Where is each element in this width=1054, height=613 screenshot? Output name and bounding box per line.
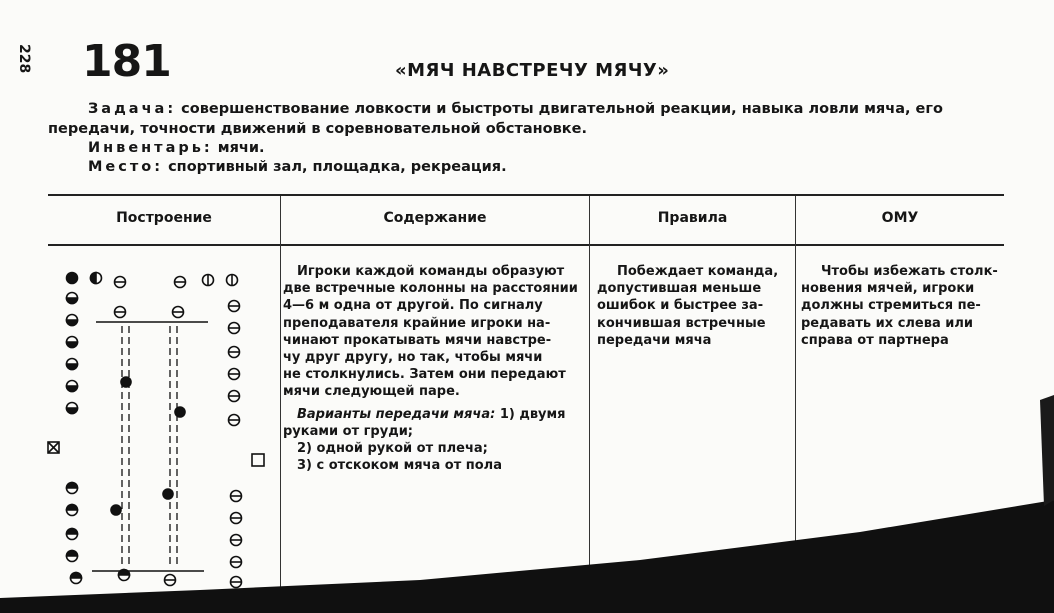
content-line: чу друг другу, но так, чтобы мячи	[283, 350, 543, 366]
content-line: две встречные колонны на расстоянии	[283, 281, 578, 297]
ball-icon	[121, 377, 131, 387]
page-number: 228	[16, 44, 32, 74]
omu-line: должны стремиться пе-	[801, 298, 981, 314]
content-line: мячи следующей паре.	[283, 384, 460, 400]
header-omu: ОМУ	[881, 210, 919, 226]
inventory-label: Инвентарь:	[88, 140, 213, 156]
player-icon	[227, 275, 238, 286]
content-line: не столкнулись. Затем они передают	[283, 367, 566, 383]
player-icon	[231, 513, 242, 524]
player-icon	[175, 277, 186, 288]
content-line: чинают прокатывать мячи навстре-	[283, 332, 552, 348]
player-icon	[165, 575, 176, 586]
player-icon	[119, 570, 130, 581]
inventory-text: мячи.	[212, 140, 265, 156]
player-icon	[67, 273, 78, 284]
omu-line: Чтобы избежать столк-	[821, 264, 998, 279]
table-header-rule	[48, 244, 1004, 246]
player-icon	[71, 573, 82, 584]
ball-icon	[175, 407, 185, 417]
rules-line: кончившая встречные	[597, 315, 766, 331]
variant-line: 2) одной рукой от плеча;	[297, 441, 488, 457]
player-icon	[67, 381, 78, 392]
rules-line: передачи мяча	[597, 332, 712, 348]
player-icon	[231, 557, 242, 568]
header-content: Содержание	[383, 210, 487, 226]
task-line	[88, 101, 943, 117]
player-icon	[173, 307, 184, 318]
ball-paths	[122, 326, 177, 566]
content-line: преподавателя крайние игроки на-	[283, 315, 551, 331]
player-icon	[203, 275, 214, 286]
content-cell	[283, 263, 583, 474]
player-icon	[67, 551, 78, 562]
player-icon	[229, 369, 240, 380]
variants-line	[283, 406, 583, 423]
rules-line: допустившая меньше	[597, 281, 762, 297]
header-rules: Правила	[657, 210, 728, 226]
task-text: совершенствование ловкости и быстроты двигательной реакции, навыка ловли мяча, его	[176, 101, 943, 117]
omu-line: новения мячей, игроки	[801, 281, 975, 297]
task-text-cont: передачи, точности движений в соревновательной обстановке.	[48, 121, 587, 137]
variant-line: 3) с отскоком мяча от пола	[297, 458, 502, 474]
omu-line: справа от партнера	[801, 332, 949, 348]
formation-diagram	[40, 262, 280, 597]
player-icon	[67, 337, 78, 348]
task-line-cont	[48, 121, 587, 137]
player-icon	[115, 307, 126, 318]
variant-1: 1) двумя	[495, 406, 566, 422]
header-formation: Построение	[116, 210, 212, 226]
player-icon	[67, 403, 78, 414]
ball-icon	[163, 489, 173, 499]
player-icon	[229, 391, 240, 402]
rules-cell	[597, 263, 787, 349]
player-icon	[231, 577, 242, 588]
player-icon	[229, 347, 240, 358]
content-line: 4—6 м одна от другой. По сигналу	[283, 298, 543, 314]
game-number: 181	[82, 36, 171, 87]
place-text: спортивный зал, площадка, рекреация.	[163, 159, 507, 175]
game-title: «МЯЧ НАВСТРЕЧУ МЯЧУ»	[395, 60, 670, 81]
content-line: Игроки каждой команды образуют	[297, 264, 565, 279]
variants-label: Варианты передачи мяча:	[297, 406, 496, 422]
omu-cell	[801, 263, 1001, 349]
player-icon	[67, 315, 78, 326]
column-divider	[795, 196, 796, 596]
ball-icon	[111, 505, 121, 515]
referee-icon	[252, 454, 264, 466]
variant-line: руками от груди;	[283, 423, 414, 439]
player-icon	[67, 505, 78, 516]
diagram-players	[48, 273, 264, 588]
player-icon	[229, 415, 240, 426]
column-divider	[280, 196, 281, 596]
place-label: Место:	[88, 159, 164, 175]
rules-line: Побеждает команда,	[617, 264, 779, 279]
player-icon	[67, 293, 78, 304]
player-icon	[231, 535, 242, 546]
player-icon	[67, 529, 78, 540]
table-top-rule	[48, 194, 1004, 196]
task-label: Задача:	[88, 101, 177, 117]
player-icon	[67, 359, 78, 370]
rules-line: ошибок и быстрее за-	[597, 298, 764, 314]
player-icon	[231, 491, 242, 502]
column-divider	[589, 196, 590, 596]
instructor-icon	[48, 442, 59, 453]
player-icon	[229, 323, 240, 334]
inventory-line	[88, 140, 265, 156]
player-icon	[67, 483, 78, 494]
player-icon	[91, 273, 102, 284]
player-icon	[229, 301, 240, 312]
place-line	[88, 159, 507, 175]
omu-line: редавать их слева или	[801, 315, 974, 331]
player-icon	[115, 277, 126, 288]
